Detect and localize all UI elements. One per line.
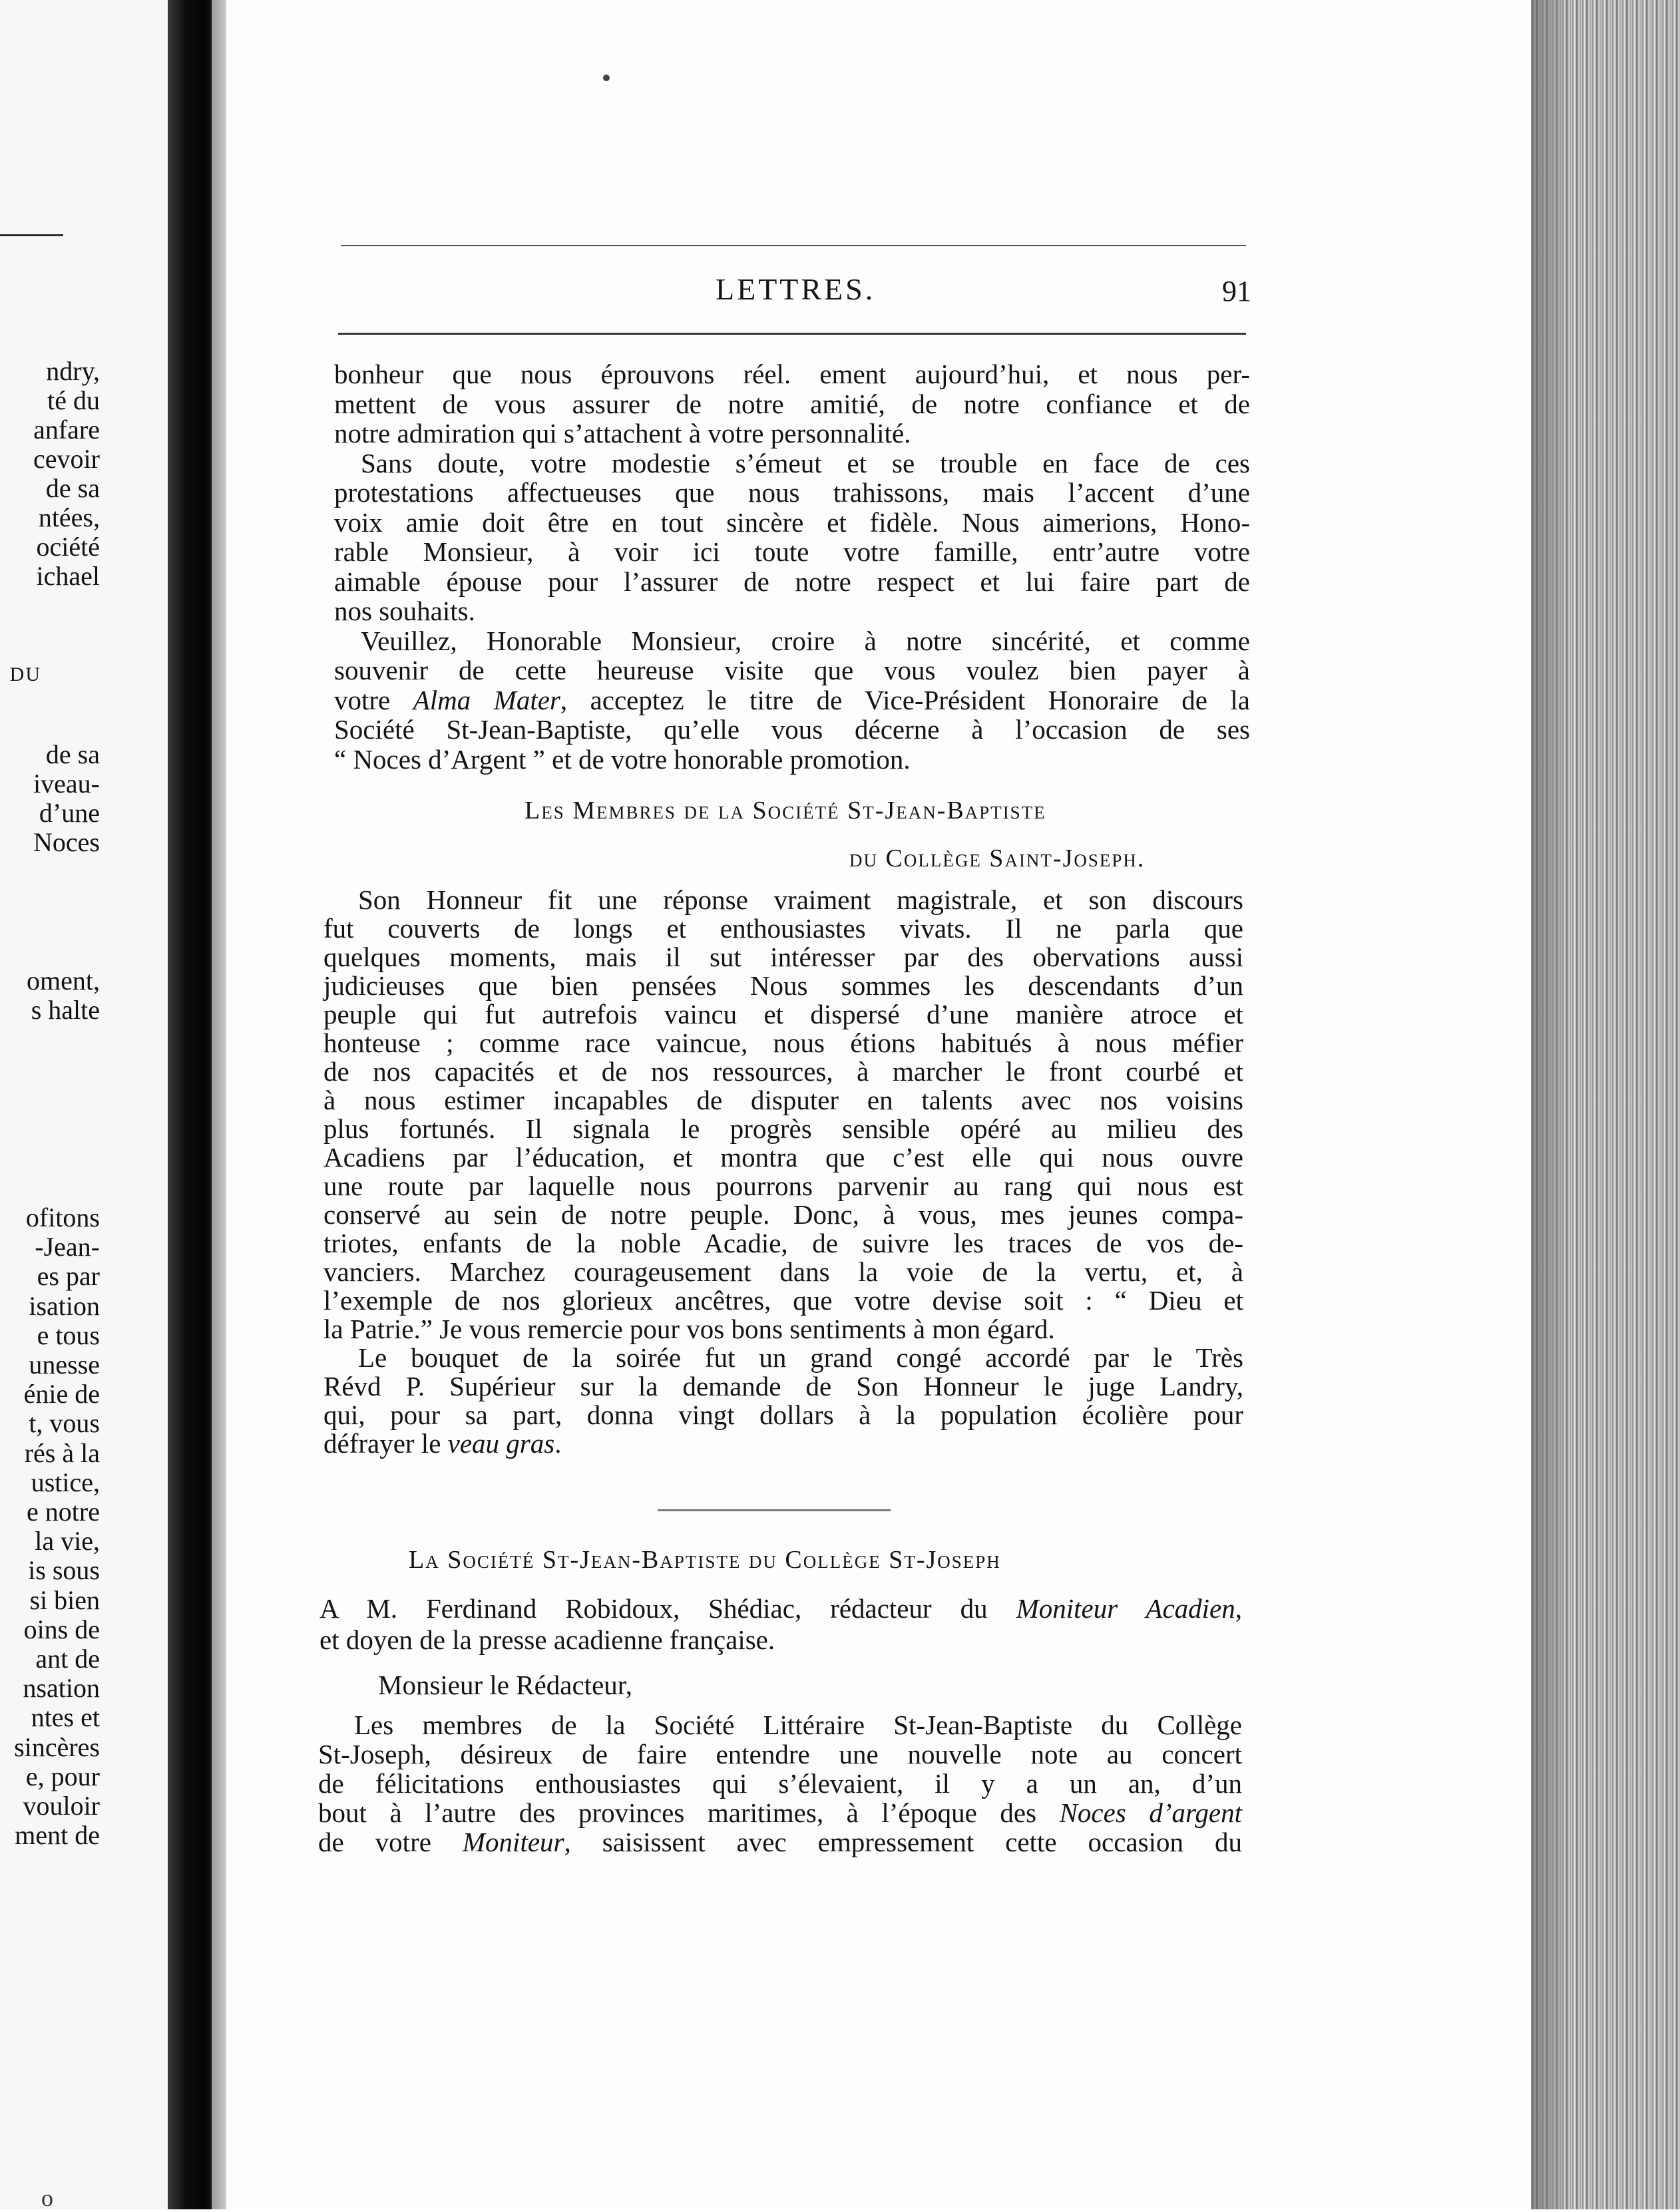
letter-body-line: St-Joseph, désireux de faire entendre une nouvelle note au concert: [318, 1739, 1242, 1769]
section-heading: La Société St-Jean-Baptiste du Collège St-Joseph: [409, 1546, 1001, 1574]
left-page-fragment: -Jean-: [35, 1232, 100, 1262]
left-page-fragment: isation: [29, 1290, 100, 1321]
left-page-fragment: nsation: [23, 1673, 100, 1704]
left-page-fragment: vouloir: [23, 1791, 100, 1821]
left-page-fragment: unesse: [29, 1350, 100, 1380]
narrative-line: triotes, enfants de la noble Acadie, de suivre les traces de vos de-: [323, 1228, 1243, 1258]
page-number: 91: [1222, 275, 1251, 307]
left-page-fragment: té du: [47, 385, 100, 415]
narrative-line: qui, pour sa part, donna vingt dollars à la population écolière pour: [323, 1399, 1243, 1430]
left-page-fragment: énie de: [23, 1379, 100, 1409]
left-page-fragment: ustice,: [31, 1467, 100, 1497]
left-page-fragment: rés à la: [24, 1437, 100, 1468]
left-page-fragment: de sa: [45, 473, 100, 503]
left-page-fragment: sincères: [14, 1732, 100, 1762]
narrative-line: une route par laquelle nous pourrons parvenir au rang qui nous est: [323, 1171, 1243, 1201]
left-page-fragment: ntes et: [31, 1702, 100, 1733]
letter-line: Veuillez, Honorable Monsieur, croire à notre sincérité, et comme: [361, 625, 1250, 656]
letter-line: “ Noces d’Argent ” et de votre honorable promotion.: [334, 743, 911, 775]
section-divider-rule: [658, 1509, 891, 1511]
left-page-fragment: Noces: [33, 827, 100, 857]
left-page-fragment: la vie,: [35, 1526, 100, 1557]
narrative-line: Le bouquet de la soirée fut un grand congé accordé par le Très: [358, 1342, 1243, 1373]
left-page-heading-fragment: DU: [9, 663, 41, 685]
left-page-fragment: d’une: [39, 798, 100, 828]
letter-line: aimable épouse pour l’assurer de notre respect et lui faire part de: [334, 566, 1250, 597]
left-page-fragment: ichael: [36, 561, 100, 591]
letter-line: Sans doute, votre modestie s’émeut et se trouble en face de ces: [361, 447, 1250, 478]
narrative-line: quelques moments, mais il sut intéresser par des obervations aussi: [323, 942, 1243, 972]
narrative-line: à nous estimer incapables de disputer en talents avec nos voisins: [323, 1085, 1243, 1115]
narrative-line: Son Honneur fit une réponse vraiment magistrale, et son discours: [358, 884, 1243, 915]
narrative-line: de nos capacités et de nos ressources, à marcher le front courbé et: [323, 1056, 1243, 1087]
letter-line: notre admiration qui s’attachent à votre personnalité.: [334, 418, 911, 449]
left-page-fragment: ociété: [36, 532, 100, 562]
left-page-rule: [0, 234, 63, 236]
left-page-fragment: e tous: [37, 1320, 100, 1350]
narrative-line: honteuse ; comme race vaincue, nous étions habitués à nous méfier: [323, 1027, 1243, 1058]
narrative-line: conservé au sein de notre peuple. Donc, à vous, mes jeunes compa-: [323, 1199, 1243, 1230]
left-page-fragment: oins de: [23, 1614, 100, 1644]
page-edge-shadow: [1531, 0, 1571, 2209]
left-page-fragment: e, pour: [25, 1761, 100, 1791]
narrative-line: Acadiens par l’éducation, et montra que c’est elle qui nous ouvre: [323, 1142, 1243, 1173]
letter-body-line: de votre Moniteur, saisissent avec empressement cette occasion du: [318, 1827, 1242, 1857]
left-page-fragment: oment,: [27, 966, 100, 996]
letter-line: rable Monsieur, à voir ici toute votre famille, entr’autre votre: [334, 536, 1250, 567]
corner-mark: o: [41, 2185, 53, 2211]
letter-line: souvenir de cette heureuse visite que vous voulez bien payer à: [334, 655, 1250, 685]
ink-dot: [603, 75, 610, 81]
letter-body-line: Les membres de la Société Littéraire St-Jean-Baptiste du Collège: [354, 1710, 1242, 1740]
left-page-fragment: t, vous: [29, 1408, 100, 1439]
left-page-fragment: cevoir: [33, 444, 100, 474]
header-bottom-rule: [338, 333, 1246, 335]
narrative-line: peuple qui fut autrefois vaincu et dispersé d’une manière atroce et: [323, 999, 1243, 1029]
letter-line: Société St-Jean-Baptiste, qu’elle vous décerne à l’occasion de ses: [334, 714, 1250, 745]
header-top-rule: [341, 245, 1246, 246]
letter-line: votre Alma Mater, acceptez le titre de Vice-Président Honoraire de la: [334, 684, 1250, 715]
left-page-fragment: ndry,: [46, 356, 100, 386]
narrative-line: vanciers. Marchez courageusement dans la voie de la vertu, et, à: [323, 1256, 1243, 1287]
left-page-edge: [0, 0, 178, 2209]
narrative-line: judicieuses que bien pensées Nous sommes les descendants d’un: [323, 970, 1243, 1001]
left-page-fragment: iveau-: [33, 769, 100, 799]
letter-line: protestations affectueuses que nous trahissons, mais l’accent d’une: [334, 477, 1250, 508]
left-page-fragment: anfare: [33, 415, 100, 445]
narrative-line: défrayer le veau gras.: [323, 1428, 562, 1459]
left-page-fragment: s halte: [31, 995, 100, 1025]
signature-line-1: Les Membres de la Société St-Jean-Baptiste: [525, 797, 1046, 825]
signature-line-2: du Collège Saint-Joseph.: [849, 844, 1146, 872]
letter-line: bonheur que nous éprouvons réel. ement aujourd’hui, et nous per-: [334, 359, 1250, 389]
left-page-fragment: ment de: [15, 1820, 100, 1851]
letter-body-line: bout à l’autre des provinces maritimes, à l’époque des Noces d’argent: [318, 1797, 1243, 1828]
letter-line: mettent de vous assurer de notre amitié, de notre confiance et de: [334, 388, 1250, 419]
left-page-fragment: ofitons: [25, 1202, 100, 1232]
narrative-line: Révd P. Supérieur sur la demande de Son Honneur le juge Landry,: [323, 1371, 1243, 1401]
left-page-fragment: es par: [37, 1261, 100, 1292]
running-head: LETTRES.: [716, 272, 876, 306]
left-page-fragment: ant de: [35, 1644, 100, 1674]
letter-line: nos souhaits.: [334, 596, 475, 626]
address-line: et doyen de la presse acadienne française.: [319, 1624, 775, 1655]
letter-body-line: de félicitations enthousiastes qui s’élevaient, il y a un an, d’un: [318, 1768, 1242, 1799]
narrative-line: fut couverts de longs et enthousiastes vivats. Il ne parla que: [323, 913, 1243, 944]
salutation: Monsieur le Rédacteur,: [378, 1670, 633, 1700]
narrative-line: plus fortunés. Il signala le progrès sensible opéré au milieu des: [323, 1113, 1243, 1144]
narrative-line: l’exemple de nos glorieux ancêtres, que votre devise soit : “ Dieu et: [323, 1285, 1243, 1316]
left-page-fragment: e notre: [27, 1497, 100, 1527]
left-page-fragment: is sous: [28, 1555, 100, 1586]
left-page-fragment: ntées,: [38, 502, 100, 532]
left-page-fragment: si bien: [29, 1584, 100, 1615]
letter-line: voix amie doit être en tout sincère et fidèle. Nous aimerions, Hono-: [334, 506, 1250, 538]
address-line: A M. Ferdinand Robidoux, Shédiac, rédacteur du Moniteur Acadien,: [319, 1593, 1242, 1624]
left-page-fragment: de sa: [45, 739, 100, 769]
narrative-line: la Patrie.” Je vous remercie pour vos bons sentiments à mon égard.: [323, 1314, 1055, 1344]
